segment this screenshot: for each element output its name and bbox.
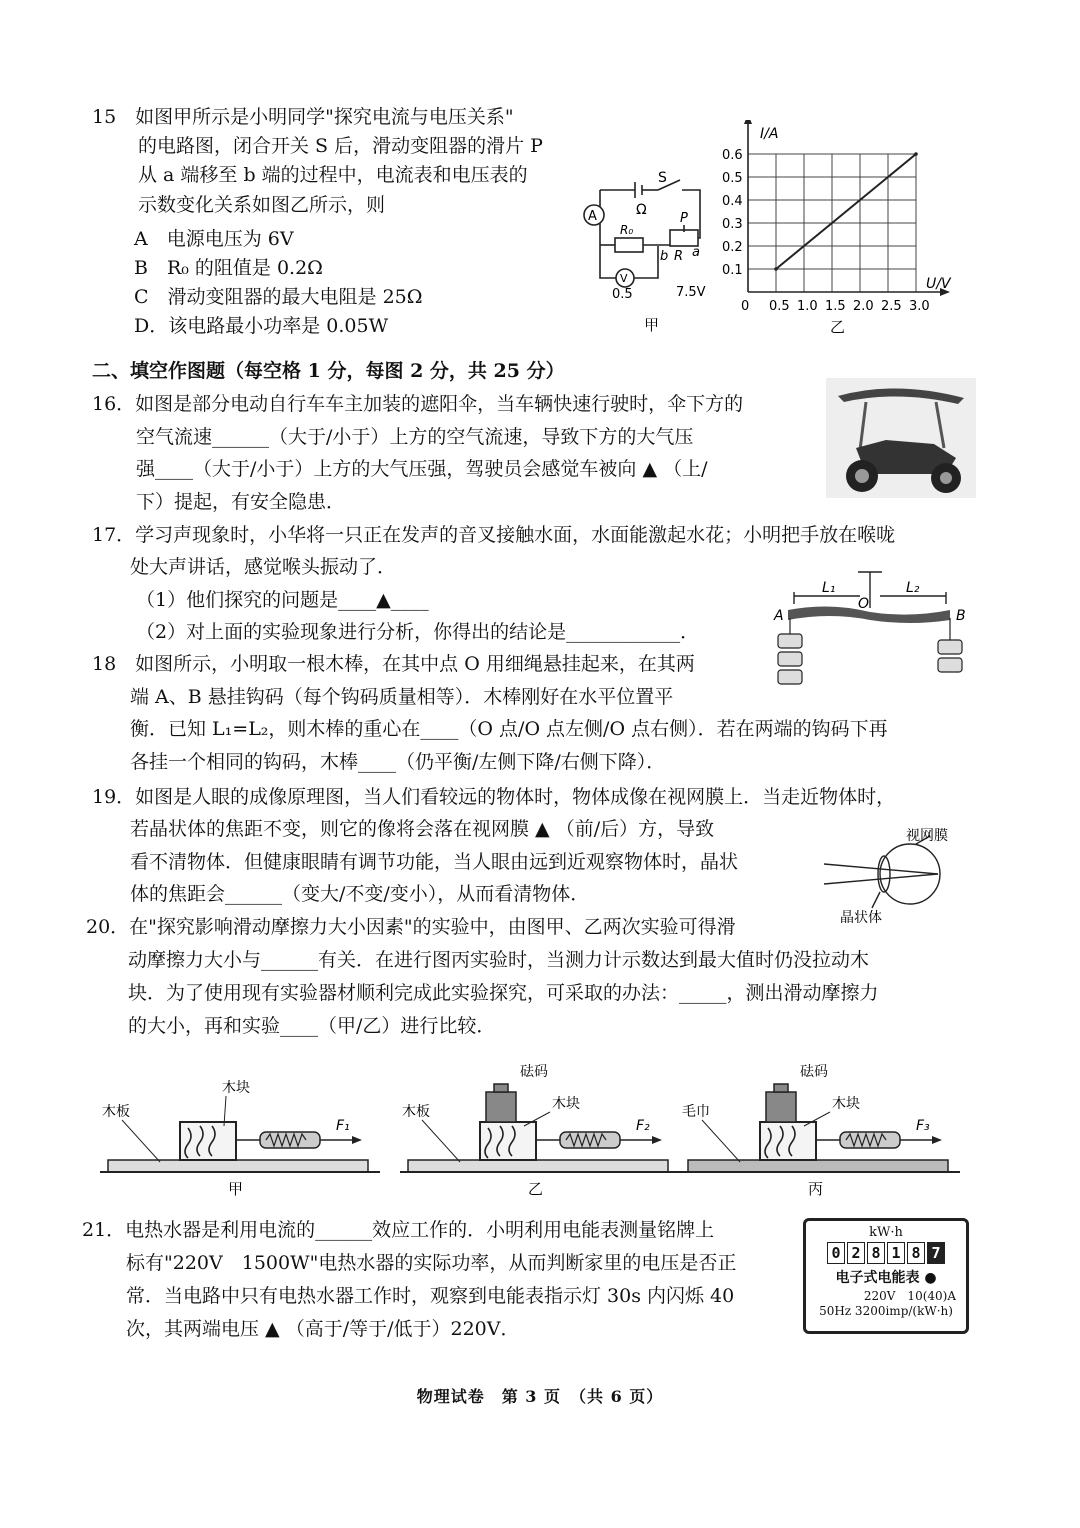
wood-block bbox=[180, 1122, 236, 1160]
x-tick-label: 1.0 bbox=[797, 299, 818, 314]
scooter-with-sunshade-image bbox=[826, 378, 976, 498]
weight-knob bbox=[494, 1084, 508, 1092]
q19-eye-diagram bbox=[820, 826, 970, 926]
r0-label: R₀ bbox=[620, 223, 634, 237]
note-right: 7.5V bbox=[676, 285, 706, 300]
friction-figure bbox=[100, 1058, 390, 1198]
q17-line-1: 17．学习声现象时，小华将一只正在发声的音叉接触水面，水面能激起水花；小明把手放在喉咙 bbox=[92, 524, 896, 546]
meter-spec-1: 220V 10(40)A bbox=[863, 1289, 956, 1303]
block-label: 木块 bbox=[222, 1080, 250, 1096]
q18-line-4: 各挂一个相同的钩码，木棒____（仍平衡/左侧下降/右侧下降）． bbox=[130, 751, 666, 773]
q16-line-2: 空气流速______（大于/小于）上方的空气流速，导致下方的大气压 bbox=[136, 426, 694, 448]
data-point bbox=[774, 267, 778, 271]
x-tick-label: 0.5 bbox=[769, 299, 790, 314]
q15-option-a: A 电源电压为 6V bbox=[134, 228, 294, 250]
wood-block bbox=[760, 1122, 816, 1160]
q15-line-3: 从 a 端移至 b 端的过程中，电流表和电压表的 bbox=[138, 164, 528, 186]
force-label: F₁ bbox=[336, 1118, 350, 1134]
graph-ylabel: I/A bbox=[760, 126, 779, 142]
q21-line-2: 标有"220V 1500W"电热水器的实际功率，从而判断家里的电压是否正 bbox=[126, 1252, 737, 1274]
y-tick-label: 0.6 bbox=[722, 148, 743, 163]
q17-line-3: （1）他们探究的问题是____▲____ bbox=[136, 589, 429, 611]
q20-line-4: 的大小，再和实验____（甲/乙）进行比较． bbox=[128, 1015, 496, 1037]
figure-caption: 甲 bbox=[228, 1180, 244, 1198]
y-tick-label: 0.3 bbox=[722, 217, 743, 232]
data-point bbox=[914, 152, 918, 156]
surface-label: 木板 bbox=[402, 1104, 430, 1120]
q19-line-2: 若晶状体的焦距不变，则它的像将会落在视网膜 ▲ （前/后）方，导致 bbox=[130, 818, 715, 840]
end-b-label: b bbox=[660, 249, 669, 264]
electric-meter bbox=[803, 1218, 969, 1334]
lever-a-label: A bbox=[774, 608, 784, 624]
series-line bbox=[776, 154, 916, 269]
lens-label: 晶状体 bbox=[840, 910, 882, 926]
q15-circuit-diagram bbox=[580, 170, 720, 340]
force-label: F₃ bbox=[916, 1118, 930, 1134]
q17-line-2: 处大声讲话，感觉喉头振动了． bbox=[130, 556, 397, 578]
block-label: 木块 bbox=[832, 1096, 860, 1112]
meter-digit: 1 bbox=[887, 1242, 905, 1264]
friction-figure bbox=[680, 1058, 970, 1198]
lever-o-label: O bbox=[858, 596, 870, 612]
surface-label: 毛巾 bbox=[682, 1104, 710, 1120]
meter-digits bbox=[806, 1242, 966, 1264]
graph-caption: 乙 bbox=[830, 318, 846, 336]
x-tick-label: 2.0 bbox=[853, 299, 874, 314]
board bbox=[688, 1160, 948, 1172]
q18-line-1: 18 如图所示，小明取一根木棒，在其中点 O 用细绳悬挂起来，在其两 bbox=[92, 653, 695, 675]
weight-block bbox=[486, 1092, 516, 1122]
lever-l1-label: L₁ bbox=[822, 580, 836, 596]
force-arrowhead-icon bbox=[652, 1136, 662, 1144]
q15-iu-graph bbox=[718, 120, 978, 340]
q19-line-1: 19．如图是人眼的成像原理图，当人们看较远的物体时，物体成像在视网膜上．当走近物体时， bbox=[92, 786, 896, 808]
q15-option-d: D．该电路最小功率是 0.05W bbox=[134, 315, 389, 337]
section-2-heading: 二、填空作图题（每空格 1 分，每图 2 分，共 25 分） bbox=[92, 360, 565, 382]
voltmeter-label: V bbox=[620, 272, 628, 285]
y-tick-label: 0.1 bbox=[722, 263, 743, 278]
meter-digit-decimal: 7 bbox=[927, 1242, 945, 1264]
page-footer: 物理试卷 第 3 页 （共 6 页） bbox=[416, 1387, 664, 1406]
meter-unit: kW·h bbox=[869, 1225, 903, 1240]
block-label: 木块 bbox=[552, 1096, 580, 1112]
x-tick-label: 1.5 bbox=[825, 299, 846, 314]
q21-line-3: 常．当电路中只有电热水器工作时，观察到电能表指示灯 30s 内闪烁 40 bbox=[126, 1285, 735, 1307]
ammeter-label: A bbox=[588, 209, 597, 224]
meter-spec-2: 50Hz 3200imp/(kW·h) bbox=[819, 1304, 953, 1318]
force-label: F₂ bbox=[636, 1118, 650, 1134]
weight-label: 砝码 bbox=[520, 1064, 548, 1080]
retina-label: 视网膜 bbox=[906, 828, 948, 844]
q18-line-2: 端 A、B 悬挂钩码（每个钩码质量相等）．木棒刚好在水平位置平 bbox=[130, 686, 674, 708]
meter-digit: 8 bbox=[907, 1242, 925, 1264]
board bbox=[108, 1160, 368, 1172]
wood-block bbox=[480, 1122, 536, 1160]
force-arrowhead-icon bbox=[352, 1136, 362, 1144]
q15-line-2: 的电路图，闭合开关 S 后，滑动变阻器的滑片 P bbox=[138, 135, 543, 157]
x-tick-label: 3.0 bbox=[909, 299, 930, 314]
board bbox=[408, 1160, 668, 1172]
q17-line-4: （2）对上面的实验现象进行分析，你得出的结论是____________． bbox=[136, 621, 700, 643]
q20-line-1: 20．在"探究影响滑动摩擦力大小因素"的实验中，由图甲、乙两次实验可得滑 bbox=[86, 916, 736, 938]
y-tick-label: 0.4 bbox=[722, 194, 743, 209]
surface-pointer bbox=[702, 1120, 740, 1162]
friction-figure bbox=[400, 1058, 690, 1198]
omega-label: Ω bbox=[636, 202, 647, 218]
q16-line-4: 下）提起，有安全隐患． bbox=[136, 491, 346, 513]
switch-label: S bbox=[658, 170, 667, 186]
q15-option-c: C 滑动变阻器的最大电阻是 25Ω bbox=[134, 286, 423, 308]
y-axis-arrow-icon bbox=[744, 120, 752, 124]
q21-line-4: 次，其两端电压 ▲ （高于/等于/低于）220V． bbox=[126, 1318, 520, 1340]
q16-line-1: 16．如图是部分电动自行车车主加装的遮阳伞，当车辆快速行驶时，伞下方的 bbox=[92, 393, 744, 415]
surface-pointer bbox=[122, 1120, 160, 1162]
q16-line-3: 强____（大于/小于）上方的大气压强，驾驶员会感觉车被向 ▲ （上/ bbox=[136, 458, 708, 480]
slider-label: P bbox=[680, 211, 688, 226]
surface-pointer bbox=[422, 1120, 460, 1162]
weight-label: 砝码 bbox=[800, 1064, 828, 1080]
note-left: 0.5 bbox=[612, 287, 633, 302]
q20-line-3: 块．为了使用现有实验器材顺利完成此实验探究，可采取的办法：_____，测出滑动摩擦力 bbox=[128, 982, 879, 1004]
q18-lever-diagram bbox=[770, 570, 970, 700]
x-tick-label: 0 bbox=[741, 299, 750, 314]
meter-name: 电子式电能表 ● bbox=[835, 1270, 937, 1286]
q19-line-4: 体的焦距会______（变大/不变/变小），从而看清物体． bbox=[130, 883, 590, 905]
force-arrowhead-icon bbox=[932, 1136, 942, 1144]
lever-l2-label: L₂ bbox=[906, 580, 920, 596]
end-a-label: a bbox=[692, 245, 700, 260]
q15-line-4: 示数变化关系如图乙所示，则 bbox=[138, 194, 386, 216]
figure-caption: 丙 bbox=[808, 1180, 824, 1198]
circuit-caption: 甲 bbox=[644, 316, 660, 334]
q19-line-3: 看不清物体．但健康眼睛有调节功能，当人眼由远到近观察物体时，晶状 bbox=[130, 851, 739, 873]
q15-line-1: 15 如图甲所示是小明同学"探究电流与电压关系" bbox=[92, 106, 514, 128]
meter-digit: 0 bbox=[827, 1242, 845, 1264]
q15-option-b: B R₀ 的阻值是 0.2Ω bbox=[134, 257, 323, 279]
weight-knob bbox=[774, 1084, 788, 1092]
figure-caption: 乙 bbox=[528, 1180, 544, 1198]
meter-digit: 8 bbox=[867, 1242, 885, 1264]
y-tick-label: 0.2 bbox=[722, 240, 743, 255]
q18-line-3: 衡．已知 L₁=L₂，则木棒的重心在____（O 点/O 点左侧/O 点右侧）．若在两端的钩码下再 bbox=[130, 718, 888, 740]
graph-xlabel: U/V bbox=[926, 276, 951, 292]
q20-line-2: 动摩擦力大小与______有关．在进行图丙实验时，当测力计示数达到最大值时仍没拉动木 bbox=[128, 949, 870, 971]
weight-block bbox=[766, 1092, 796, 1122]
lever-b-label: B bbox=[956, 608, 966, 624]
rheostat-label: R bbox=[674, 249, 684, 264]
q21-line-1: 21．电热水器是利用电流的______效应工作的．小明利用电能表测量铭牌上 bbox=[82, 1219, 715, 1241]
y-tick-label: 0.5 bbox=[722, 171, 743, 186]
surface-label: 木板 bbox=[102, 1104, 130, 1120]
x-tick-label: 2.5 bbox=[881, 299, 902, 314]
meter-digit: 2 bbox=[847, 1242, 865, 1264]
